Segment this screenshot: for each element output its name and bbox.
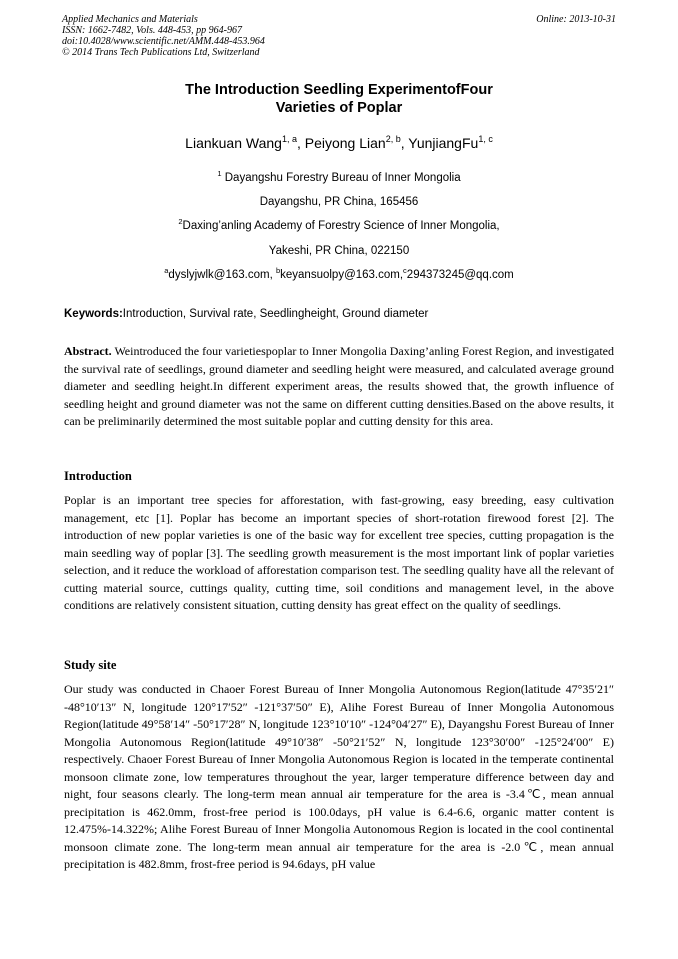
keywords bbox=[64, 307, 616, 321]
keywords-label: Keywords: bbox=[64, 308, 123, 320]
email-c-sup: c bbox=[403, 266, 407, 275]
journal-name: Applied Mechanics and Materials bbox=[62, 14, 198, 25]
introduction-text: Poplar is an important tree species for afforestation, with fast-growing, easy breeding, easy cultivation management, etc [1]. Poplar has become an important species of short-rotation firewood forest [2]. The introduction of new poplar varieties is one of the basic way for excellent tree species, cutting propagation is the main seedling way of poplar [3]. The seedling growth measurement is the most important link of poplar varieties selection, and it reduce the workload of afforestation comparison test. The seedling quality have all the relevant of cutting material source, cuttings quality, cutting time, soil conditions and management level, in the above conditions are relatively consistent situation, cutting density has great effect on the quality of seedlings. bbox=[64, 493, 614, 613]
email-a: dyslyjwlk@163.com, bbox=[168, 269, 276, 281]
author-sup: 1, c bbox=[478, 134, 493, 144]
paper-title bbox=[60, 81, 618, 117]
affiliation-2-sup: 2 bbox=[178, 217, 183, 226]
abstract bbox=[64, 343, 614, 431]
title-line-2: Varieties of Poplar bbox=[275, 100, 403, 116]
abstract-text: Weintroduced the four varietiespoplar to Inner Mongolia Daxing’anling Forest Region, and investigated the survival rate of seedlings, ground diameter and seedling height were measured, and calculated average ground diameter and seedling height.In different experiment areas, the results showed that, the growth influence of seedling height and ground diameter was not the same on different cutting densities.Based on the above results, it can be preliminarily determined the most suitable poplar and cutting density for this area. bbox=[64, 344, 615, 429]
affiliation-1-address: Dayangshu, PR China, 165456 bbox=[259, 196, 419, 208]
page-header bbox=[62, 14, 616, 58]
author-sep: , bbox=[400, 135, 409, 151]
doi-line: doi:10.4028/www.scientific.net/AMM.448-453.964 bbox=[62, 36, 265, 47]
author-name: Liankuan Wang bbox=[185, 135, 282, 151]
author-list bbox=[60, 135, 618, 151]
affiliation-2-name: Daxing’anling Academy of Forestry Science of Inner Mongolia, bbox=[182, 220, 500, 232]
author-sup: 2, b bbox=[385, 134, 401, 144]
issn-line: ISSN: 1662-7482, Vols. 448-453, pp 964-967 bbox=[62, 25, 242, 36]
affiliation-1-sup: 1 bbox=[217, 169, 222, 178]
author-name: Peiyong Lian bbox=[304, 135, 386, 151]
email-b: keyansuolpy@163.com, bbox=[280, 269, 404, 281]
author-sup: 1, a bbox=[281, 134, 297, 144]
copyright-line: © 2014 Trans Tech Publications Ltd, Switzerland bbox=[62, 47, 260, 58]
abstract-label: Abstract. bbox=[64, 344, 112, 358]
keywords-text: Introduction, Survival rate, Seedlingheight, Ground diameter bbox=[122, 308, 429, 320]
affiliation-2 bbox=[60, 219, 618, 233]
author-sep: , bbox=[296, 135, 305, 151]
affiliation-1-name: Dayangshu Forestry Bureau of Inner Mongolia bbox=[221, 172, 461, 184]
affiliation-2-address: Yakeshi, PR China, 022150 bbox=[268, 245, 410, 257]
affiliation-1 bbox=[60, 171, 618, 185]
email-c: 294373245@qq.com bbox=[406, 269, 514, 281]
study-site-heading: Study site bbox=[64, 658, 117, 672]
title-line-1: The Introduction Seedling ExperimentofFour bbox=[185, 82, 493, 98]
email-b-sup: b bbox=[275, 266, 281, 275]
online-date: Online: 2013-10-31 bbox=[536, 14, 616, 25]
author-name: YunjiangFu bbox=[408, 135, 479, 151]
introduction-heading: Introduction bbox=[64, 469, 132, 483]
study-site-text: Our study was conducted in Chaoer Forest Bureau of Inner Mongolia Autonomous Region(latitude 47°35′21″ -48°10′13″ N, longitude 120°17′52″ -121°37′50″ E), Alihe Forest Bureau of Inner Mongolia Autonomous Region(latitude 49°58′14″ -50°17′28″ N, longitude 123°10′10″ -124°04′27″ E), Dayangshu Forest Bureau of Inner Mongolia Autonomous Region(latitude 49°10′38″ -50°21′52″ N, longitude 123°30′00″ -125°24′00″ E) respectively. Chaoer Forest Bureau of Inner Mongolia Autonomous Region is located in the temperate continental monsoon climate zone, low temperatures throughout the year, larger temperature difference between day and night, four seasons clearly. The long-term mean annual air temperature for the area is -3.4℃, mean annual precipitation is 462.0mm, frost-free period is 100.0days, pH value is 6.4-6.6, organic matter content is 12.475%-14.322%; Alihe Forest Bureau of Inner Mongolia Autonomous Region is located in the cool continental monsoon climate zone. The long-term mean annual air temperature for the area is -2.0℃, mean annual precipitation is 482.8mm, frost-free period is 94.6days, pH value bbox=[64, 682, 614, 872]
email-a-sup: a bbox=[164, 266, 169, 275]
author-emails bbox=[60, 268, 618, 282]
